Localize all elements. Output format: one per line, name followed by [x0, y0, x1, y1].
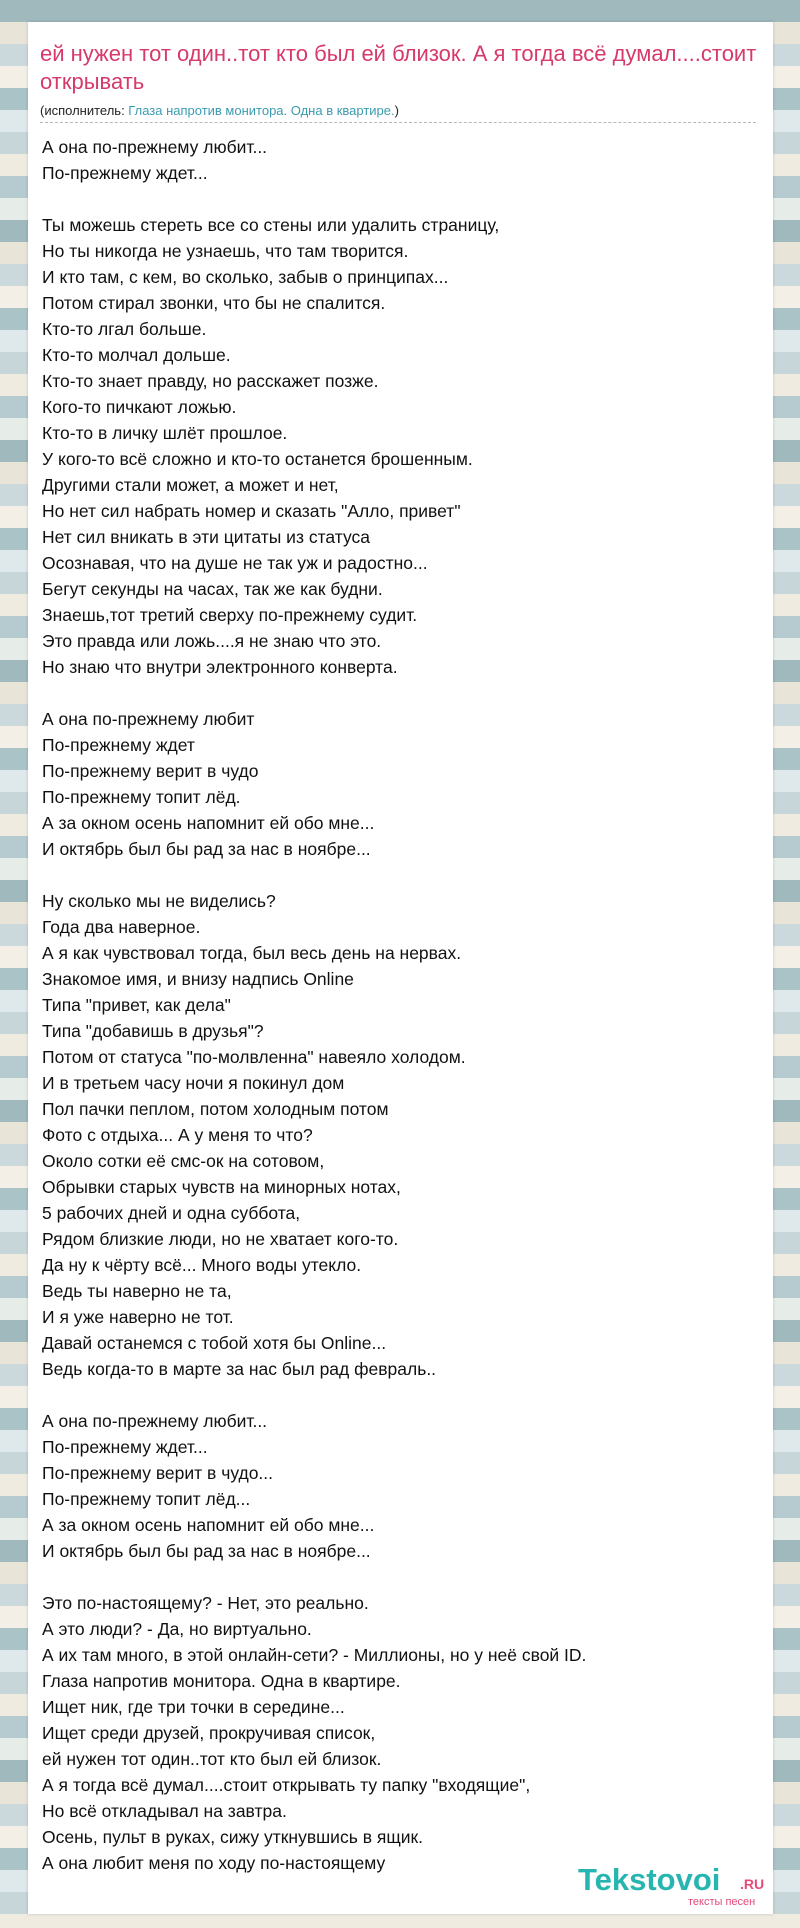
- lyric-line: А за окном осень напомнит ей обо мне...: [42, 1515, 375, 1535]
- lyric-line: А она по-прежнему любит...: [42, 1411, 268, 1431]
- lyric-line: И я уже наверно не тот.: [42, 1307, 234, 1327]
- lyric-line: Другими стали может, а может и нет,: [42, 475, 339, 495]
- lyric-line: [42, 1564, 762, 1590]
- lyric-line: А их там много, в этой онлайн-сети? - Миллионы, но у неё свой ID.: [42, 1645, 587, 1665]
- lyric-line: Ведь когда-то в марте за нас был рад февраль..: [42, 1359, 437, 1379]
- lyric-line: Ну сколько мы не виделись?: [42, 891, 276, 911]
- lyric-line: Но ты никогда не узнаешь, что там творится.: [42, 241, 409, 261]
- lyric-line: Но знаю что внутри электронного конверта.: [42, 657, 398, 677]
- lyric-line: По-прежнему ждет...: [42, 163, 208, 183]
- lyric-line: И кто там, с кем, во сколько, забыв о принципах...: [42, 267, 449, 287]
- lyric-line: А она по-прежнему любит: [42, 709, 255, 729]
- lyric-line: Ведь ты наверно не та,: [42, 1281, 232, 1301]
- performer-line: [40, 103, 760, 119]
- lyric-line: Кого-то пичкают ложью.: [42, 397, 237, 417]
- lyric-line: Да ну к чёрту всё... Много воды утекло.: [42, 1255, 362, 1275]
- lyric-line: Бегут секунды на часах, так же как будни.: [42, 579, 383, 599]
- lyric-line: [42, 186, 762, 212]
- lyric-line: Это правда или ложь....я не знаю что это.: [42, 631, 382, 651]
- lyrics-card: [28, 22, 773, 1914]
- lyric-line: Кто-то молчал дольше.: [42, 345, 231, 365]
- lyric-line: Типа "добавишь в друзья"?: [42, 1021, 264, 1041]
- lyric-line: [42, 1382, 762, 1408]
- performer-suffix: ): [394, 103, 399, 118]
- lyric-line: Знаешь,тот третий сверху по-прежнему судит.: [42, 605, 418, 625]
- logo-domain: .RU: [740, 1876, 765, 1892]
- lyric-line: Потом стирал звонки, что бы не спалится.: [42, 293, 386, 313]
- lyric-line: Давай останемся с тобой хотя бы Online...: [42, 1333, 387, 1353]
- lyric-line: А я как чувствовал тогда, был весь день на нервах.: [42, 943, 462, 963]
- lyric-line: [42, 862, 762, 888]
- lyric-line: По-прежнему верит в чудо...: [42, 1463, 274, 1483]
- lyric-line: По-прежнему ждет: [42, 735, 195, 755]
- lyric-line: А это люди? - Да, но виртуально.: [42, 1619, 312, 1639]
- lyric-line: Знакомое имя, и внизу надпись Online: [42, 969, 354, 989]
- lyrics-text: [42, 134, 762, 1876]
- lyric-line: А она любит меня по ходу по-настоящему: [42, 1853, 386, 1873]
- lyric-line: Осень, пульт в руках, сижу уткнувшись в ящик.: [42, 1827, 424, 1847]
- lyric-line: А я тогда всё думал....стоит открывать ту папку "входящие",: [42, 1775, 531, 1795]
- lyric-line: Кто-то знает правду, но расскажет позже.: [42, 371, 379, 391]
- lyric-line: 5 рабочих дней и одна суббота,: [42, 1203, 301, 1223]
- lyric-line: ей нужен тот один..тот кто был ей близок.: [42, 1749, 382, 1769]
- lyric-line: По-прежнему верит в чудо: [42, 761, 259, 781]
- lyric-line: Рядом близкие люди, но не хватает кого-то.: [42, 1229, 399, 1249]
- lyric-line: И октябрь был бы рад за нас в ноябре...: [42, 839, 371, 859]
- lyric-line: Пол пачки пеплом, потом холодным потом: [42, 1099, 389, 1119]
- logo-wordmark: Tekstovoi: [578, 1862, 721, 1897]
- lyric-line: По-прежнему топит лёд.: [42, 787, 241, 807]
- lyric-line: Осознавая, что на душе не так уж и радостно...: [42, 553, 428, 573]
- lyric-line: Ты можешь стереть все со стены или удалить страницу,: [42, 215, 500, 235]
- performer-link[interactable]: Глаза напротив монитора. Одна в квартире.: [128, 103, 395, 118]
- lyric-line: Около сотки её смс-ок на сотовом,: [42, 1151, 325, 1171]
- lyric-line: Потом от статуса "по-молвленна" навеяло холодом.: [42, 1047, 466, 1067]
- lyric-line: Года два наверное.: [42, 917, 201, 937]
- lyric-line: А за окном осень напомнит ей обо мне...: [42, 813, 375, 833]
- site-logo[interactable]: [568, 1862, 768, 1912]
- lyric-line: Это по-настоящему? - Нет, это реально.: [42, 1593, 369, 1613]
- dashed-divider: [40, 122, 756, 123]
- lyric-line: И октябрь был бы рад за нас в ноябре...: [42, 1541, 371, 1561]
- lyric-line: И в третьем часу ночи я покинул дом: [42, 1073, 345, 1093]
- lyric-line: Но нет сил набрать номер и сказать "Алло, привет": [42, 501, 461, 521]
- logo-tagline: тексты песен: [688, 1896, 756, 1908]
- lyric-line: Но всё откладывал на завтра.: [42, 1801, 287, 1821]
- lyric-line: Глаза напротив монитора. Одна в квартире.: [42, 1671, 401, 1691]
- song-title: ей нужен тот один..тот кто был ей близок. А я тогда всё думал....стоит открывать: [40, 41, 757, 94]
- lyric-line: Обрывки старых чувств на минорных нотах,: [42, 1177, 401, 1197]
- lyric-line: У кого-то всё сложно и кто-то останется брошенным.: [42, 449, 473, 469]
- performer-prefix: (исполнитель:: [40, 103, 129, 118]
- lyric-line: Ищет ник, где три точки в середине...: [42, 1697, 345, 1717]
- lyric-line: [42, 680, 762, 706]
- lyric-line: Ищет среди друзей, прокручивая список,: [42, 1723, 376, 1743]
- lyric-line: А она по-прежнему любит...: [42, 137, 268, 157]
- lyric-line: По-прежнему ждет...: [42, 1437, 208, 1457]
- lyric-line: Кто-то лгал больше.: [42, 319, 207, 339]
- lyric-line: Фото с отдыха... А у меня то что?: [42, 1125, 313, 1145]
- lyric-line: Нет сил вникать в эти цитаты из статуса: [42, 527, 370, 547]
- lyric-line: По-прежнему топит лёд...: [42, 1489, 251, 1509]
- lyric-line: Типа "привет, как дела": [42, 995, 231, 1015]
- lyric-line: Кто-то в личку шлёт прошлое.: [42, 423, 288, 443]
